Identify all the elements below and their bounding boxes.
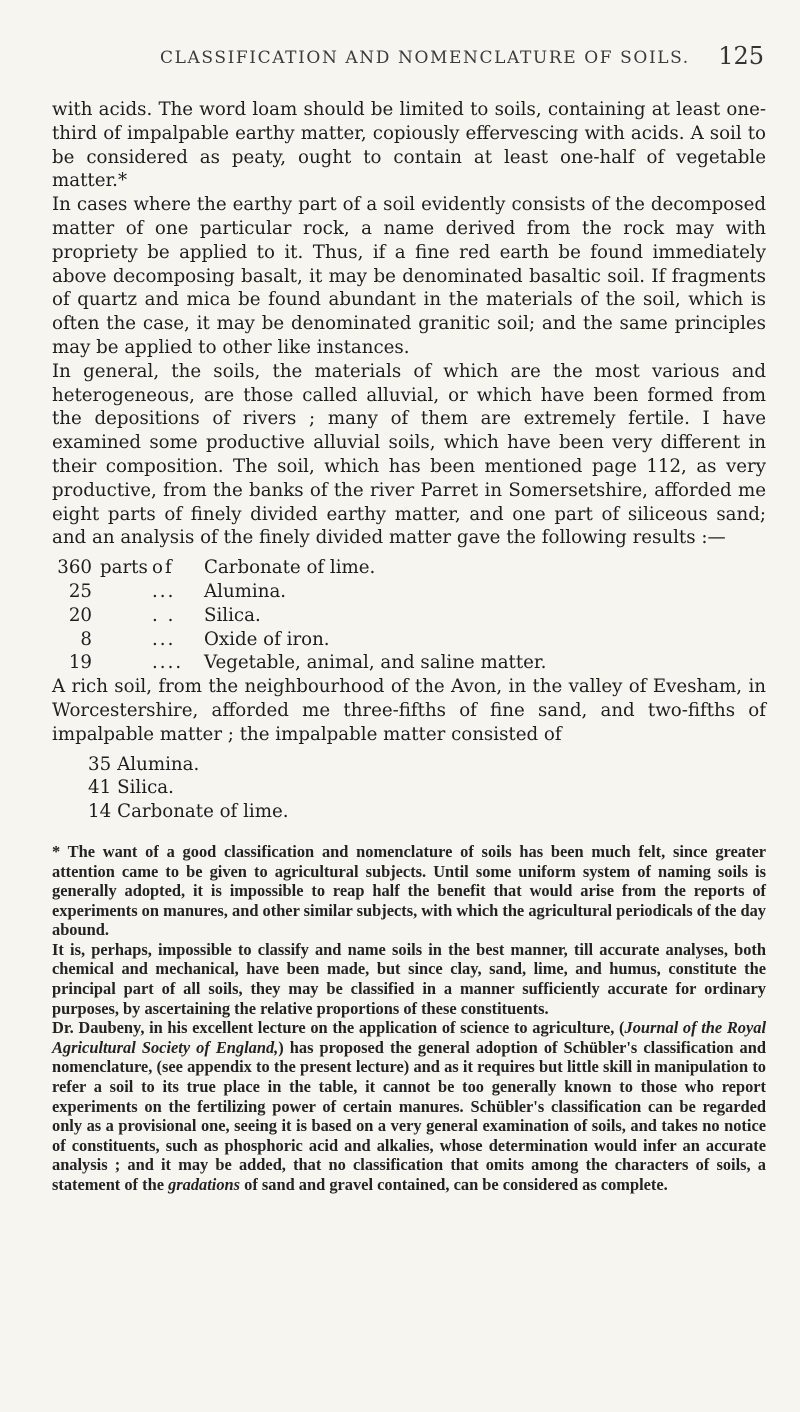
footnote-text: ) has proposed the general adoption of Schübler's classification and nomenclature, (see appendix to the present lecture) and as it requires but little skill in manipulation to refer a soil to its true place in the table, it cannot be too generally known to those who report experiments on the fertilizing power of certain manures. Schübler's classification can be regarded only as a provisional one, seeing it is based on a very general examination of soils, and takes no notice of constituents, such as phosphoric acid and alkalies, whose determination would infer an accurate analysis ; and it may be added, that no classification that omits among the characters of soils, a statement of the [52, 1037, 766, 1194]
footnotes [52, 842, 766, 1195]
analysis-item: Alumina. [117, 753, 200, 775]
footnote-paragraph: It is, perhaps, impossible to classify and name soils in the best manner, till accurate analyses, both chemical and mechanical, have been made, but since clay, sand, lime, and humus, constitute the principal part of all soils, they may be classified in a manner sufficiently accurate for ordinary purposes, by ascertaining the relative proportions of these constituents. [52, 939, 766, 1018]
analysis-unit [100, 628, 152, 652]
analysis-item: Silica. [117, 777, 174, 799]
footnote-text: of sand and gravel contained, can be considered as complete. [240, 1175, 668, 1194]
analysis-qty: 360 [57, 557, 92, 579]
page-header [52, 38, 766, 72]
analysis-leader: ... [152, 628, 176, 650]
analysis-row [88, 753, 766, 777]
analysis-qty: 8 [80, 628, 92, 650]
analysis-leader: .... [152, 652, 184, 674]
journal-title: Journal of the Royal Agricultural Society of England, [52, 1018, 766, 1057]
page-number: 125 [718, 42, 764, 70]
analysis-leader: ... [152, 580, 176, 602]
paragraph: with acids. The word loam should be limited to soils, containing at least one-third of impalpable earthy matter, copiously effervescing with acids. A soil to be considered as peaty, ought to contain at least one-half of vegetable matter.* [52, 99, 766, 192]
analysis-table-parret [52, 556, 766, 675]
analysis-item: Vegetable, animal, and saline matter. [204, 652, 547, 674]
analysis-row [88, 776, 766, 800]
analysis-table-avon [52, 753, 766, 824]
analysis-leader: of [152, 557, 174, 579]
analysis-qty: 25 [68, 580, 92, 602]
paragraph: A rich soil, from the neighbourhood of the Avon, in the valley of Evesham, in Worcestershire, afforded me three-fifths of fine sand, and two-fifths of impalpable matter ; the impalpable matter consisted of [52, 676, 766, 745]
analysis-item: Silica. [204, 604, 261, 626]
analysis-row [52, 580, 766, 604]
footnote-text: Dr. Daubeny, in his excellent lecture on the application of science to agriculture, ( [52, 1018, 625, 1038]
analysis-item: Carbonate of lime. [117, 801, 289, 823]
analysis-row [88, 800, 766, 824]
analysis-item: Alumina. [204, 580, 287, 602]
analysis-qty: 35 [88, 753, 112, 775]
footnote-paragraph [52, 1018, 766, 1194]
analysis-row [52, 651, 766, 675]
analysis-qty: 41 [88, 777, 112, 799]
main-text [52, 98, 766, 824]
paragraph: In cases where the earthy part of a soil evidently consists of the decomposed matter of one particular rock, a name derived from the rock may with propriety be applied to it. Thus, if a fine red earth be found immediately above decomposing basalt, it may be denominated basaltic soil. If fragments of quartz and mica be found abundant in the materials of the soil, which is often the case, it may be denominated granitic soil; and the same principles may be applied to other like instances. [52, 194, 766, 358]
analysis-qty: 14 [88, 801, 112, 823]
analysis-row [52, 556, 766, 580]
running-head: CLASSIFICATION AND NOMENCLATURE OF SOILS. [160, 48, 690, 68]
analysis-item: Oxide of iron. [204, 628, 330, 650]
analysis-leader: . . [152, 604, 176, 626]
analysis-unit [100, 580, 152, 604]
analysis-row [52, 628, 766, 652]
emphasis-gradations: gradations [168, 1175, 241, 1194]
paragraph: In general, the soils, the materials of which are the most various and heterogeneous, are those called alluvial, or which have been formed from the depositions of rivers ; many of them are extremely fertile. I have examined some productive alluvial soils, which have been very different in their composition. The soil, which has been mentioned page 112, as very productive, from the banks of the river Parret in Somersetshire, afforded me eight parts of finely divided earthy matter, and one part of siliceous sand; and an analysis of the finely divided matter gave the following results :— [52, 360, 766, 549]
analysis-qty: 19 [68, 652, 92, 674]
analysis-item: Carbonate of lime. [204, 557, 376, 579]
analysis-unit [100, 651, 152, 675]
footnote-paragraph: * The want of a good classification and nomenclature of soils has been much felt, since greater attention came to be given to agricultural subjects. Until some uniform system of naming soils is generally adopted, it is impossible to reap half the benefit that would arise from the reports of experiments on manures, and other similar subjects, with which the agricultural periodicals of the day abound. [52, 841, 766, 940]
analysis-qty: 20 [68, 604, 92, 626]
analysis-unit [100, 604, 152, 628]
analysis-row [52, 604, 766, 628]
analysis-unit: parts [100, 557, 148, 579]
